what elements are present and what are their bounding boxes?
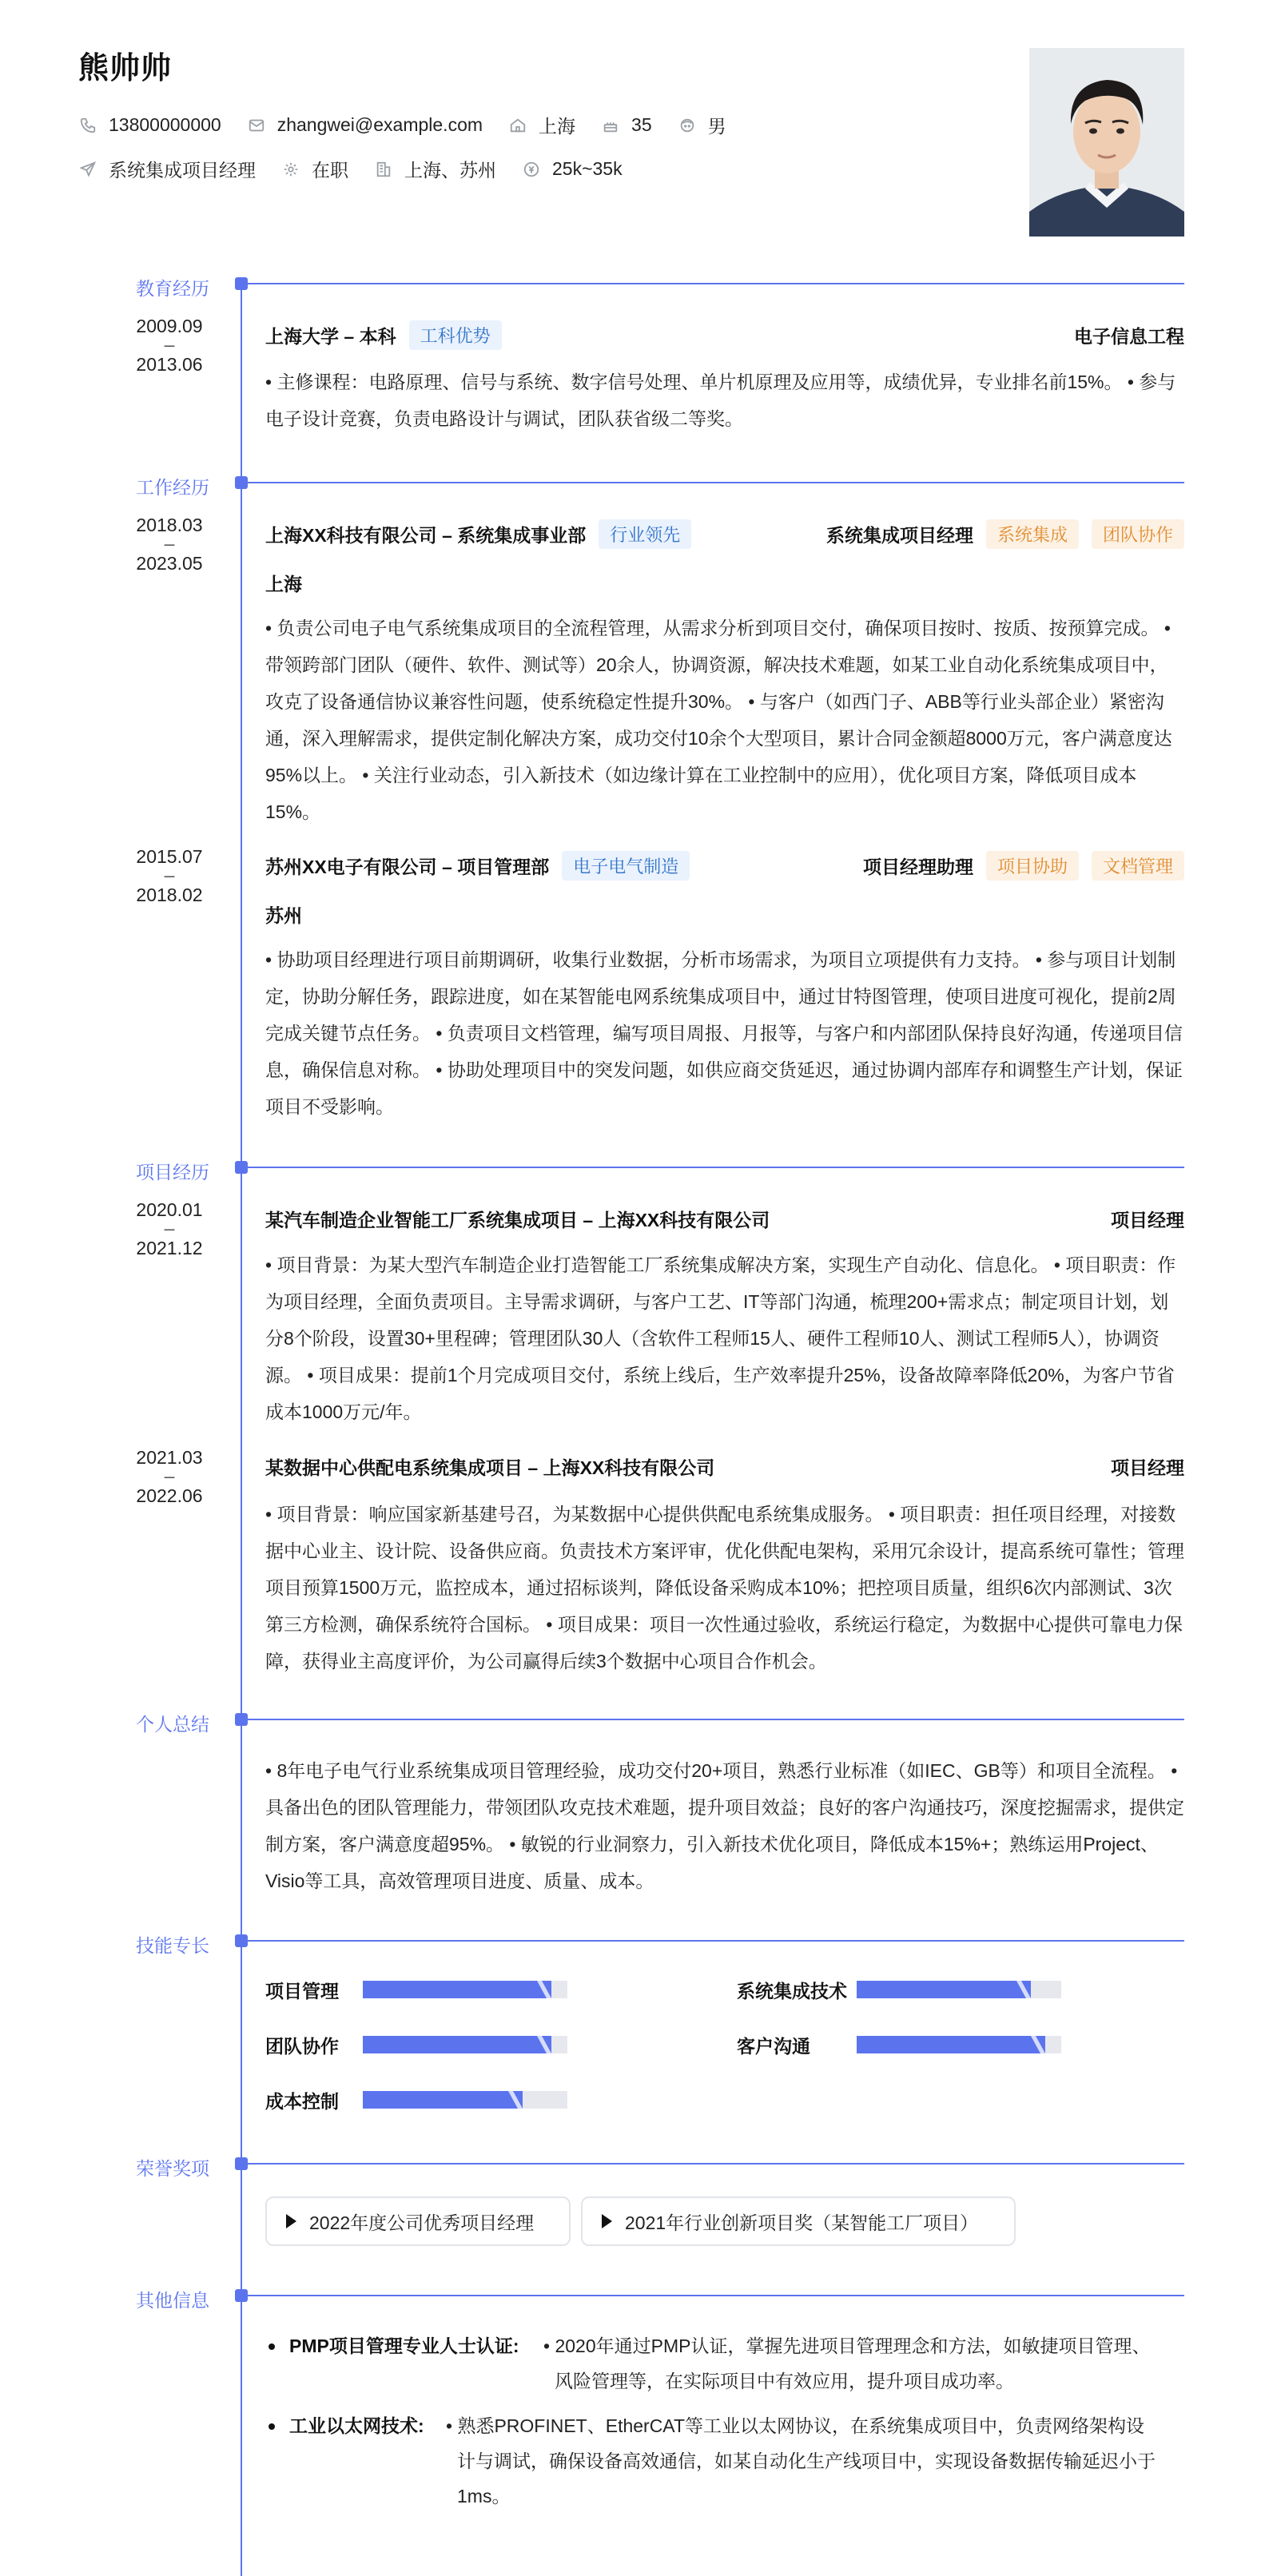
- candidate-name: 熊帅帅: [78, 52, 173, 85]
- other-label: PMP项目管理专业人士认证:: [289, 2335, 519, 2356]
- mail-icon: [247, 116, 266, 135]
- section-marker: [235, 277, 248, 290]
- section-marker: [235, 1713, 248, 1726]
- date-end: 2013.06: [136, 354, 203, 375]
- date-start: 2021.03: [136, 1447, 203, 1468]
- role-tag: 项目协助: [986, 851, 1079, 881]
- project-1-date: [128, 1199, 211, 1258]
- project-1-description: • 项目背景：为某大型汽车制造企业打造智能工厂系统集成解决方案，实现生产自动化、信息化。 • 项目职责：作为项目经理，全面负责项目。主导需求调研，与客户工艺、IT等部门沟通，梳理200+需求点；制定项目计划，划分8个阶段，设置30+里程碑；管理团队30人（含软件工程师15人、硬件工程师10人、测试工程师5人），协调资源。 • 项目成果：提前1个月完成项目交付，系统上线后，生产效率提升25%，设备故障率降低20%，为客户节省成本1000万元/年。: [265, 1254, 1176, 1422]
- education-right: [1074, 322, 1184, 348]
- section-divider: [248, 1719, 1184, 1720]
- skill-name: 客户沟通: [737, 2035, 810, 2057]
- cake-icon: [601, 116, 620, 135]
- skill-item: [265, 2033, 567, 2057]
- award-chip: [581, 2196, 1016, 2246]
- age-value: 35: [631, 114, 652, 135]
- work-2-header: [265, 852, 1184, 879]
- skill-item: [737, 2033, 1061, 2057]
- project-role: 项目经理: [1111, 1457, 1184, 1478]
- work-location: 苏州: [265, 905, 302, 926]
- section-divider: [248, 1940, 1184, 1942]
- section-divider: [248, 2163, 1184, 2165]
- skill-bar-notch-shape: [537, 2036, 551, 2053]
- other-text-line: • 熟悉PROFINET、EtherCAT等工业以太网协议，在系统集成项目中，负责网络架构设: [446, 2415, 1144, 2436]
- section-projects: [0, 1158, 1269, 1182]
- building-icon: [374, 160, 393, 179]
- date-start: 2009.09: [136, 316, 203, 336]
- target-job-value: 系统集成项目经理: [109, 160, 256, 181]
- company-tag: 行业领先: [599, 519, 691, 549]
- section-divider: [248, 482, 1184, 483]
- target-city-item: [374, 156, 496, 182]
- section-marker: [235, 2157, 248, 2170]
- skill-item: [737, 1978, 1061, 2002]
- skill-name: 团队协作: [265, 2035, 339, 2057]
- other-item-pmp: [265, 2328, 1184, 2400]
- role-tag: 团队协作: [1092, 519, 1184, 549]
- home-icon: [508, 116, 527, 135]
- education-description: • 主修课程：电路原理、信号与系统、数字信号处理、单片机原理及应用等，成绩优异，专业排名前15%。 • 参与电子设计竞赛，负责电路设计与调试，团队获省级二等奖。: [265, 372, 1176, 429]
- status-item: [281, 156, 348, 182]
- section-other: [0, 2286, 1269, 2310]
- phone-value: 13800000000: [109, 114, 221, 135]
- phone-icon: [78, 116, 97, 135]
- major-name: 电子信息工程: [1074, 325, 1184, 347]
- work-2-right: [863, 851, 1184, 881]
- section-divider: [248, 2295, 1184, 2296]
- date-separator: –: [164, 334, 175, 355]
- target-city-value: 上海、苏州: [404, 160, 496, 181]
- section-title-summary: 个人总结: [136, 1714, 209, 1735]
- section-title-other: 其他信息: [136, 2290, 209, 2311]
- skill-bar-notch: [1013, 1981, 1032, 1998]
- gender-item: [678, 112, 726, 138]
- project-1-header: [265, 1205, 1184, 1232]
- work-1-description: • 负责公司电子电气系统集成项目的全流程管理，从需求分析到项目交付，确保项目按时、按质、按预算完成。 • 带领跨部门团队（硬件、软件、测试等）20余人，协调资源，解决技术难题，如某工业自动化系统集成项目中，攻克了设备通信协议兼容性问题，使系统稳定性提升30%。 • 与客户（如西门子、ABB等行业头部企业）紧密沟通，深入理解需求，提供定制化解决方案，成功交付10余个大型项目，累计合同金额超8000万元，客户满意度达95%以上。 • 关注行业动态，引入新技术（如边缘计算在工业控制中的应用），优化项目方案，降低项目成本15%。: [265, 618, 1172, 822]
- section-marker: [235, 2289, 248, 2302]
- skill-bar-fill: [857, 2036, 1045, 2053]
- project-1-right: [1111, 1206, 1184, 1232]
- work-1-date: [128, 515, 211, 574]
- company-tag: 电子电气制造: [562, 851, 690, 881]
- play-triangle-icon: [286, 2214, 296, 2228]
- target-job-item: [78, 156, 256, 182]
- skill-bar-notch-shape: [1016, 1981, 1031, 1998]
- skill-bar: [363, 1981, 567, 1998]
- project-2-date: [128, 1447, 211, 1506]
- profile-photo: [1029, 48, 1184, 237]
- role-tag: 文档管理: [1092, 851, 1184, 881]
- school-tag: 工科优势: [409, 320, 502, 350]
- salary-icon: [522, 160, 541, 179]
- gender-icon: [678, 116, 697, 135]
- skill-name: 系统集成技术: [737, 1980, 847, 2002]
- email-item: [247, 114, 483, 136]
- avatar-illustration: [1029, 48, 1184, 237]
- section-title-work: 工作经历: [136, 477, 209, 498]
- job-title: 项目经理助理: [862, 856, 973, 877]
- job-intent-row: [78, 156, 648, 182]
- skill-bar-fill: [363, 2091, 523, 2109]
- project-2-right: [1111, 1453, 1184, 1480]
- project-2-description: • 项目背景：响应国家新基建号召，为某数据中心提供供配电系统集成服务。 • 项目职责：担任项目经理，对接数据中心业主、设计院、设备供应商。负责技术方案评审，优化供配电架构，采用冗余设计，提高系统可靠性；管理项目预算1500万元，监控成本，通过招标谈判，降低设备采购成本10%；把控项目质量，组织6次内部测试、3次第三方检测，确保系统符合国标。 • 项目成果：项目一次性通过验收，系统运行稳定，为数据中心提供可靠电力保障，获得业主高度评价，为公司赢得后续3个数据中心项目合作机会。: [265, 1504, 1184, 1672]
- company-name: 上海XX科技有限公司 – 系统集成事业部: [265, 524, 587, 546]
- other-text-line: 1ms。: [457, 2486, 511, 2506]
- skill-bar-fill: [363, 2036, 551, 2053]
- date-start: 2018.03: [136, 515, 203, 535]
- project-role: 项目经理: [1111, 1209, 1184, 1230]
- bullet-dot: [269, 2343, 275, 2350]
- skill-bar-notch-shape: [537, 1981, 551, 1998]
- date-end: 2018.02: [136, 885, 203, 905]
- award-label: 2021年行业创新项目奖（某智能工厂项目）: [625, 2212, 979, 2233]
- skill-bar-notch: [1028, 2036, 1047, 2053]
- salary-item: [522, 158, 623, 180]
- date-separator: –: [164, 1218, 175, 1238]
- section-marker: [235, 476, 248, 489]
- age-item: [601, 114, 652, 136]
- summary-text: • 8年电子电气行业系统集成项目管理经验，成功交付20+项目，熟悉行业标准（如IEC、GB等）和项目全流程。 • 具备出色的团队管理能力，带领团队攻克技术难题，提升项目效益；良好的客户沟通技巧，深度挖掘需求，提供定制方案，客户满意度超95%。 • 敏锐的行业洞察力，引入新技术优化项目，降低成本15%+；熟练运用Project、Visio等工具，高效管理项目进度、质量、成本。: [265, 1760, 1184, 1891]
- date-end: 2023.05: [136, 553, 203, 574]
- city-item: [508, 112, 575, 138]
- section-title-education: 教育经历: [136, 278, 209, 299]
- other-item-ethernet: [265, 2408, 1184, 2520]
- work-location: 上海: [265, 574, 302, 594]
- job-title: 系统集成项目经理: [825, 524, 973, 546]
- section-title-honors: 荣誉奖项: [136, 2158, 209, 2179]
- work-1-header: [265, 520, 1184, 547]
- section-divider: [248, 283, 1184, 284]
- education-date: [128, 316, 211, 375]
- status-icon: [281, 160, 300, 179]
- date-separator: –: [164, 1465, 175, 1486]
- section-title-projects: 项目经历: [136, 1162, 209, 1183]
- skill-bar-notch: [534, 1981, 553, 1998]
- date-start: 2015.07: [136, 846, 203, 867]
- other-text: [543, 2328, 1150, 2399]
- phone-item: [78, 114, 221, 136]
- section-education: [0, 274, 1269, 298]
- resume-header: [0, 0, 1269, 264]
- section-marker: [235, 1934, 248, 1947]
- salary-value: 25k~35k: [552, 158, 623, 179]
- city-value: 上海: [539, 116, 576, 137]
- section-title-skills: 技能专长: [136, 1935, 209, 1956]
- section-divider: [248, 1167, 1184, 1168]
- status-value: 在职: [312, 160, 348, 181]
- skill-bar-notch: [534, 2036, 553, 2053]
- work-2-date: [128, 846, 211, 905]
- date-end: 2022.06: [136, 1485, 203, 1506]
- role-tag: 系统集成: [986, 519, 1079, 549]
- award-chip: [265, 2196, 571, 2246]
- section-honors: [0, 2154, 1269, 2178]
- date-separator: –: [164, 533, 175, 554]
- other-label: 工业以太网技术:: [289, 2415, 424, 2436]
- skill-bar-notch: [505, 2091, 524, 2109]
- skill-bar-fill: [363, 1981, 551, 1998]
- skill-bar: [857, 1981, 1061, 1998]
- education-entry-header: [265, 321, 1184, 348]
- skill-bar: [857, 2036, 1061, 2053]
- bullet-dot: [269, 2423, 275, 2430]
- other-text-line: • 2020年通过PMP认证，掌握先进项目管理理念和方法，如敏捷项目管理、: [543, 2335, 1151, 2356]
- other-text: [446, 2408, 1156, 2514]
- skill-name: 成本控制: [265, 2090, 339, 2112]
- section-summary: [0, 1710, 1269, 1734]
- company-name: 苏州XX电子有限公司 – 项目管理部: [265, 856, 550, 877]
- send-icon: [78, 160, 97, 179]
- play-triangle-icon: [602, 2214, 612, 2228]
- project-name: 某汽车制造企业智能工厂系统集成项目 – 上海XX科技有限公司: [265, 1209, 770, 1230]
- project-2-header: [265, 1453, 1184, 1480]
- contact-row: [78, 112, 752, 138]
- work-1-right: [826, 519, 1184, 549]
- timeline-line: [241, 284, 242, 2576]
- skill-name: 项目管理: [265, 1980, 339, 2002]
- skill-bar-fill: [857, 1981, 1031, 1998]
- other-text-line: 计与调试，确保设备高效通信，如某自动化生产线项目中，实现设备数据传输延迟小于: [457, 2451, 1156, 2471]
- section-marker: [235, 1161, 248, 1174]
- date-start: 2020.01: [136, 1199, 203, 1220]
- skill-item: [265, 2088, 567, 2112]
- project-name: 某数据中心供配电系统集成项目 – 上海XX科技有限公司: [265, 1457, 715, 1478]
- gender-value: 男: [707, 116, 726, 137]
- email-value: zhangwei@example.com: [276, 114, 483, 135]
- skill-bar: [363, 2091, 567, 2109]
- date-end: 2021.12: [136, 1238, 203, 1258]
- skill-item: [265, 1978, 567, 2002]
- section-work: [0, 473, 1269, 497]
- date-separator: –: [164, 865, 175, 885]
- award-label: 2022年度公司优秀项目经理: [309, 2212, 535, 2233]
- work-2-description: • 协助项目经理进行项目前期调研，收集行业数据，分析市场需求，为项目立项提供有力支持。 • 参与项目计划制定，协助分解任务，跟踪进度，如在某智能电网系统集成项目中，通过甘特图管理，使项目进度可视化，提前2周完成关键节点任务。 • 负责项目文档管理，编写项目周报、月报等，与客户和内部团队保持良好沟通，传递项目信息，确保信息对称。 • 协助处理项目中的突发问题，如供应商交货延迟，通过协调内部库存和调整生产计划，保证项目不受影响。: [265, 949, 1183, 1117]
- school-name: 上海大学 – 本科: [265, 325, 396, 347]
- skill-bar: [363, 2036, 567, 2053]
- section-skills: [0, 1931, 1269, 1955]
- skill-bar-notch-shape: [1031, 2036, 1045, 2053]
- other-text-line: 风险管理等，在实际项目中有效应用，提升项目成功率。: [555, 2371, 1014, 2391]
- skill-bar-notch-shape: [508, 2091, 523, 2109]
